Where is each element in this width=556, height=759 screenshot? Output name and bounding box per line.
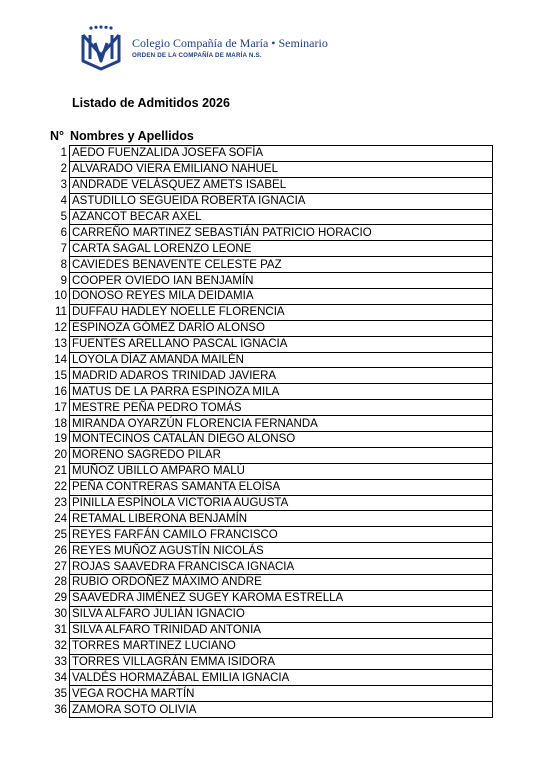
- table-row: [49, 447, 493, 463]
- row-number: 36: [54, 703, 67, 716]
- row-number: 17: [54, 401, 67, 414]
- student-name: MORENO SAGREDO PILAR: [70, 447, 493, 463]
- student-name: MIRANDA OYARZÚN FLORENCIA FERNANDA: [70, 416, 493, 432]
- student-name: RETAMAL LIBERONA BENJAMÍN: [70, 511, 493, 527]
- table-row: [49, 479, 493, 495]
- student-name: COOPER OVIEDO IAN BENJAMÍN: [70, 273, 493, 289]
- student-name: RUBIO ORDOÑEZ MÁXIMO ANDRE: [70, 575, 493, 591]
- student-name: ASTUDILLO SEGUEIDA ROBERTA IGNACIA: [70, 193, 493, 209]
- row-number: 7: [60, 242, 67, 255]
- student-name: MUÑOZ UBILLO AMPARO MALÚ: [70, 463, 493, 479]
- student-name: ANDRADE VELÁSQUEZ AMETS ISABEL: [70, 177, 493, 193]
- student-name: ZAMORA SOTO OLIVIA: [70, 702, 493, 718]
- row-number: 15: [54, 369, 67, 382]
- row-number: 28: [54, 576, 67, 589]
- student-name: PINILLA ESPÍNOLA VICTORIA AUGUSTA: [70, 495, 493, 511]
- table-row: [49, 257, 493, 273]
- student-name: TORRES MARTINEZ LUCIANO: [70, 638, 493, 654]
- student-name: SILVA ALFARO TRINIDAD ANTONIA: [70, 622, 493, 638]
- column-header-number: N°: [50, 129, 65, 143]
- row-number: 25: [54, 528, 67, 541]
- row-number: 35: [54, 687, 67, 700]
- table-row: [49, 225, 493, 241]
- admitted-list-table: [49, 145, 493, 718]
- row-number: 26: [54, 544, 67, 557]
- page-title: Listado de Admitidos 2026: [72, 96, 230, 110]
- student-name: SILVA ALFARO JULIÁN IGNACIO: [70, 606, 493, 622]
- row-number: 20: [54, 449, 67, 462]
- table-row: [49, 511, 493, 527]
- row-number: 33: [54, 655, 67, 668]
- student-name: AEDO FUENZALIDA JOSEFA SOFÍA: [70, 146, 493, 162]
- student-name: FUENTES ARELLANO PASCAL IGNACIA: [70, 336, 493, 352]
- table-row: [49, 590, 493, 606]
- table-row: [49, 638, 493, 654]
- student-name: SAAVEDRA JIMÉNEZ SUGEY KAROMA ESTRELLA: [70, 590, 493, 606]
- student-name: MATUS DE LA PARRA ESPINOZA MILA: [70, 384, 493, 400]
- table-row: [49, 543, 493, 559]
- table-row: [49, 416, 493, 432]
- table-row: [49, 606, 493, 622]
- school-logo-icon: [77, 25, 125, 73]
- student-name: TORRES VILLAGRÁN EMMA ISIDORA: [70, 654, 493, 670]
- table-row: [49, 622, 493, 638]
- row-number: 16: [54, 385, 67, 398]
- row-number: 1: [60, 147, 67, 160]
- table-row: [49, 161, 493, 177]
- student-name: ESPINOZA GÓMEZ DARÍO ALONSO: [70, 320, 493, 336]
- row-number: 34: [54, 671, 67, 684]
- row-number: 8: [60, 258, 67, 271]
- student-name: PEÑA CONTRERAS SAMANTA ELOÍSA: [70, 479, 493, 495]
- student-name: AZANCOT BECAR AXEL: [70, 209, 493, 225]
- school-order-subtitle: ORDEN DE LA COMPAÑÍA DE MARÍA N.S.: [132, 52, 262, 59]
- school-header: [77, 25, 357, 73]
- student-name: REYES FARFÁN CAMILO FRANCISCO: [70, 527, 493, 543]
- student-name: VALDÉS HORMAZÁBAL EMILIA IGNACIA: [70, 670, 493, 686]
- student-name: DUFFAU HADLEY NOELLE FLORENCIA: [70, 304, 493, 320]
- table-row: [49, 527, 493, 543]
- student-name: MESTRE PEÑA PEDRO TOMÁS: [70, 400, 493, 416]
- row-number: 22: [54, 481, 67, 494]
- table-row: [49, 146, 493, 162]
- student-name: ALVARADO VIERA EMILIANO NAHUEL: [70, 161, 493, 177]
- table-row: [49, 320, 493, 336]
- row-number: 11: [55, 306, 67, 319]
- table-row: [49, 495, 493, 511]
- table-row: [49, 304, 493, 320]
- row-number: 14: [54, 354, 67, 367]
- student-name: REYES MUÑOZ AGUSTÍN NICOLÁS: [70, 543, 493, 559]
- student-name: DONOSO REYES MILA DEIDAMIA: [70, 289, 493, 305]
- table-row: [49, 273, 493, 289]
- school-name: Colegio Compañía de María • Seminario: [132, 36, 328, 50]
- table-row: [49, 177, 493, 193]
- admitted-list-body: [49, 146, 493, 718]
- row-number: 29: [54, 592, 67, 605]
- table-row: [49, 575, 493, 591]
- row-number: 27: [54, 560, 67, 573]
- row-number: 10: [54, 290, 67, 303]
- student-name: ROJAS SAAVEDRA FRANCISCA IGNACIA: [70, 559, 493, 575]
- table-row: [49, 432, 493, 448]
- student-name: CARTA SAGAL LORENZO LEONE: [70, 241, 493, 257]
- row-number: 31: [54, 624, 67, 637]
- table-row: [49, 463, 493, 479]
- student-name: VEGA ROCHA MARTÍN: [70, 686, 493, 702]
- row-number: 6: [60, 226, 67, 239]
- row-number: 18: [54, 417, 67, 430]
- table-row: [49, 702, 493, 718]
- row-number: 24: [54, 512, 67, 525]
- row-number: 30: [54, 608, 67, 621]
- student-name: MADRID ADAROS TRINIDAD JAVIERA: [70, 368, 493, 384]
- table-row: [49, 686, 493, 702]
- row-number: 2: [60, 163, 67, 176]
- table-row: [49, 400, 493, 416]
- row-number: 13: [54, 338, 67, 351]
- table-row: [49, 289, 493, 305]
- column-header-name: Nombres y Apellidos: [70, 129, 194, 143]
- table-row: [49, 384, 493, 400]
- row-number: 21: [54, 465, 67, 478]
- student-name: MONTECINOS CATALÁN DIEGO ALONSO: [70, 432, 493, 448]
- table-row: [49, 193, 493, 209]
- student-name: CAVIEDES BENAVENTE CELESTE PAZ: [70, 257, 493, 273]
- row-number: 12: [54, 322, 67, 335]
- table-row: [49, 368, 493, 384]
- row-number: 3: [60, 179, 67, 192]
- table-row: [49, 241, 493, 257]
- row-number: 4: [60, 195, 67, 208]
- table-row: [49, 654, 493, 670]
- table-row: [49, 559, 493, 575]
- table-row: [49, 209, 493, 225]
- row-number: 9: [60, 274, 67, 287]
- row-number: 19: [54, 433, 67, 446]
- student-name: LOYOLA DÍAZ AMANDA MAILÉN: [70, 352, 493, 368]
- row-number: 5: [60, 211, 67, 223]
- table-row: [49, 352, 493, 368]
- table-row: [49, 336, 493, 352]
- row-number: 23: [54, 497, 67, 510]
- row-number: 32: [54, 640, 67, 653]
- table-row: [49, 670, 493, 686]
- student-name: CARREÑO MARTINEZ SEBASTIÁN PATRICIO HORACIO: [70, 225, 493, 241]
